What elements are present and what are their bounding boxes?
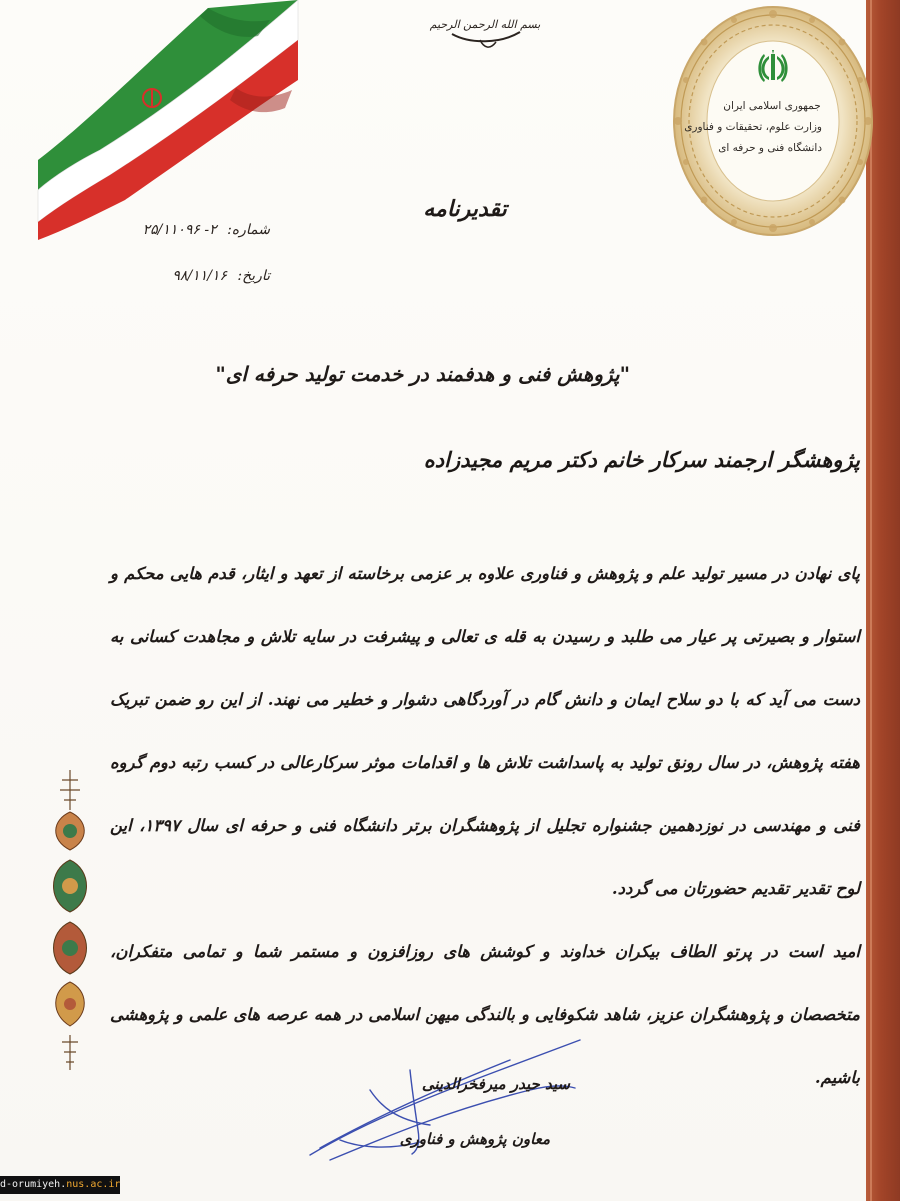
letter-date	[130, 268, 270, 284]
date-label: تاریخ:	[237, 268, 270, 284]
date-value: ۹۸/۱۱/۱۶	[172, 268, 227, 284]
emblem-line-ministry: وزارت علوم، تحقیقات و فناوری	[684, 121, 822, 133]
website-watermark	[0, 1176, 120, 1194]
decorative-ornament-icon	[48, 770, 92, 1070]
emblem-line-country: جمهوری اسلامی ایران	[723, 100, 821, 112]
emblem-caption	[684, 96, 822, 159]
basmala-text: بسم الله الرحمن الرحیم	[429, 18, 541, 31]
body-paragraph-2: امید است در پرتو الطاف بیکران خداوند و کوشش های روزافزون و مستمر شما و تمامی متفکران، متخصصان و پژوهشگران عزیز، شاهد شکوفایی و بالندگی میهن اسلامی در همه عرصه های علمی و پژوهشی باشیم.	[110, 942, 860, 1087]
recipient-line: پژوهشگر ارجمند سرکار خانم دکتر مریم مجیدزاده	[423, 447, 860, 472]
number-value: ۲- ۲۵/۱۱۰۹۶	[142, 222, 217, 238]
letter-number	[130, 222, 270, 238]
document-title: تقدیرنامه	[423, 196, 507, 222]
signatory-name: سید حیدر میرفخرالدینی	[421, 1075, 570, 1093]
emblem-line-university: دانشگاه فنی و حرفه ای	[718, 142, 822, 154]
basmala-calligraphy	[429, 4, 541, 54]
body-paragraph-1: پای نهادن در مسیر تولید علم و پژوهش و فناوری علاوه بر عزمی برخاسته از تعهد و ایثار، قدم هایی محکم و استوار و بصیرتی پر عیار می طلبد و رسیدن به قله ی تعالی و پیشرفت در سایه تلاش و مجاهدت کسانی به دست می آید که با دو سلاح ایمان و دانش گام در آوردگاهی دشوار و خطیر می نهند. از این رو ضمن تبریک هفته پژوهش، در سال رونق تولید به پاسداشت تلاش ها و اقدامات موثر سرکارعالی در کسب رتبه دوم گروه فنی و مهندسی در نوزدهمین جشنواره تجلیل از پژوهشگران برتر دانشگاه فنی و حرفه ای سال ۱۳۹۷، این لوح تقدیر تقدیم حضورتان می گردد.	[110, 564, 860, 898]
watermark-domain: nus.ac.ir	[66, 1179, 121, 1190]
iran-flag-icon	[30, 0, 310, 240]
slogan: "پژوهش فنی و هدفمند در خدمت تولید حرفه ای"	[215, 362, 630, 386]
signatory-title: معاون پژوهش و فناوری	[399, 1130, 550, 1148]
number-label: شماره:	[227, 222, 270, 238]
handwritten-signature	[300, 1030, 600, 1170]
watermark-prefix: d-orumiyeh.	[0, 1179, 67, 1190]
certificate-body	[110, 542, 860, 1109]
